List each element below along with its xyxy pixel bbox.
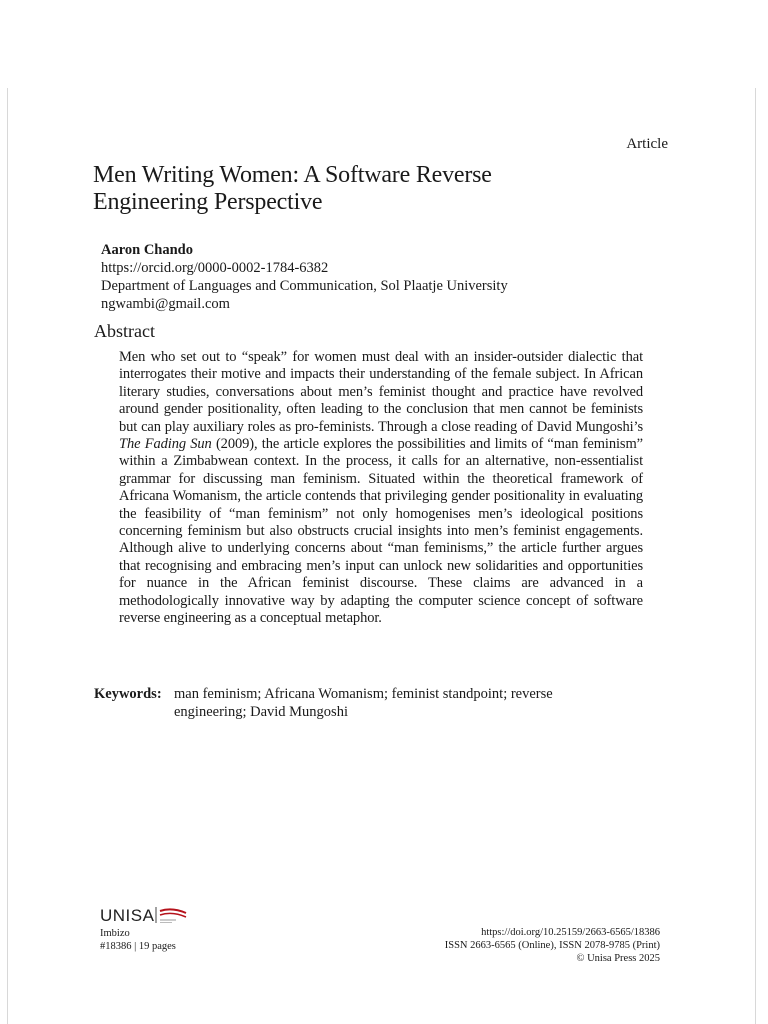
paper-title xyxy=(93,162,613,216)
unisa-logo-text: UNISA xyxy=(100,905,155,925)
author-department: Department of Languages and Communication, Sol Plaatje University xyxy=(101,278,508,294)
title-line-1: Men Writing Women: A Software Reverse xyxy=(93,162,492,188)
doi-link[interactable]: https://doi.org/10.25159/2663-6565/18386 xyxy=(481,927,660,938)
keywords-block xyxy=(94,685,654,721)
footer-left xyxy=(100,905,300,953)
unisa-logo xyxy=(100,905,300,925)
author-name: Aaron Chando xyxy=(101,242,193,258)
abstract-heading: Abstract xyxy=(94,321,155,341)
author-email[interactable]: ngwambi@gmail.com xyxy=(101,296,230,312)
author-orcid[interactable]: https://orcid.org/0000-0002-1784-6382 xyxy=(101,260,329,276)
footer-right xyxy=(380,926,660,965)
journal-name: Imbizo xyxy=(100,928,130,939)
unisa-logo-mark-icon xyxy=(154,905,188,925)
author-block xyxy=(101,241,621,313)
article-type-label: Article xyxy=(626,136,668,152)
copyright-notice: © Unisa Press 2025 xyxy=(576,953,660,964)
abstract-text xyxy=(119,349,643,628)
top-margin xyxy=(0,0,768,88)
issn-info: ISSN 2663-6565 (Online), ISSN 2078-9785 (Print) xyxy=(444,940,660,951)
title-line-2: Engineering Perspective xyxy=(93,189,323,215)
abstract-part-1: Men who set out to “speak” for women must deal with an insider-outsider dialectic that interrogates their motive and impacts their understanding of the female subject. In African literary studies, conversations about men’s feminist thought and practice have revolved around gender positionality, often leading to the conclusion that men cannot be feminists but can play auxiliary roles as pro-feminists. Through a close reading of David Mungoshi’s xyxy=(119,349,643,435)
abstract-book-title: The Fading Sun xyxy=(119,436,212,453)
keywords-label: Keywords: xyxy=(94,686,162,702)
article-number: #18386 | 19 pages xyxy=(100,941,176,952)
keywords-text: man feminism; Africana Womanism; feminist standpoint; reverse engineering; David Mungoshi xyxy=(174,686,553,720)
abstract-part-2: (2009), the article explores the possibilities and limits of “man feminism” within a Zimbabwean context. In the process, it calls for an alternative, non-essentialist grammar for discussing man feminism. Situated within the theoretical framework of Africana Womanism, the article contends that privileging gender positionality in evaluating the feasibility of “man feminism” not only homogenises men’s ideological positions concerning feminism but also obstructs crucial insights into men’s feminist engagements. Although alive to underlying concerns about “man feminisms,” the article further argues that recognising and embracing men’s input can unlock new solidarities and opportunities for nuance in the African feminist discourse. These claims are advanced in a methodologically innovative way by adapting the computer science concept of software reverse engineering as a conceptual metaphor. xyxy=(119,436,643,627)
